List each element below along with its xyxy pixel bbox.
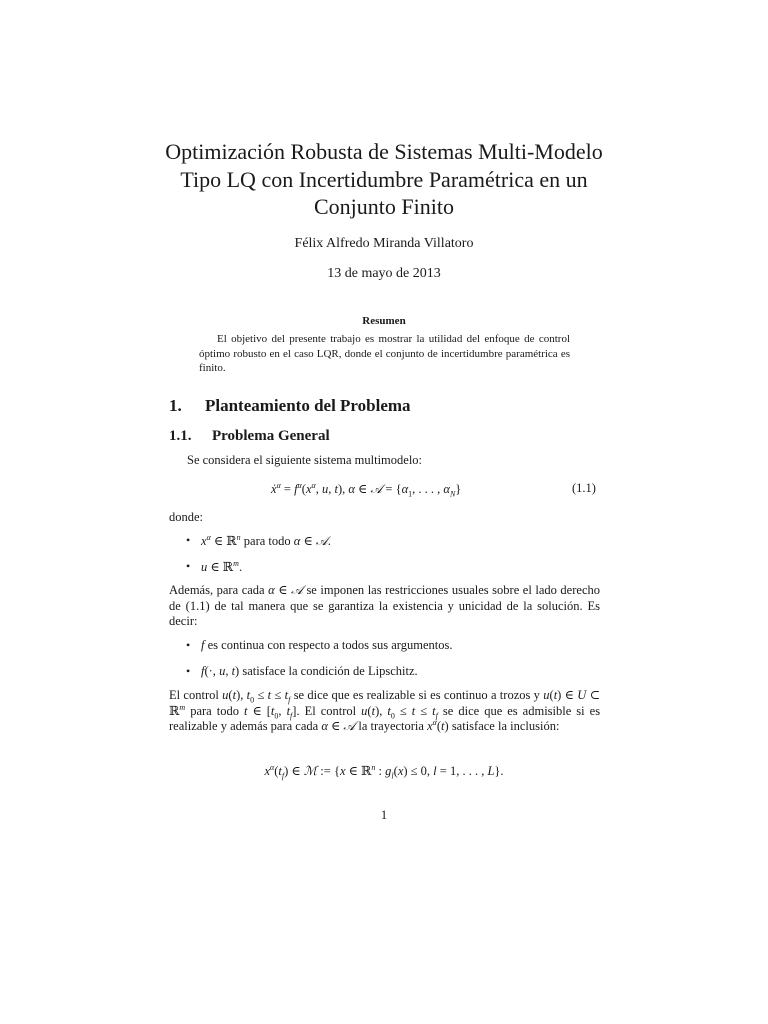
bullet-icon: •	[186, 559, 191, 573]
ademas-text-1: Además, para cada	[169, 583, 265, 597]
section-title: Planteamiento del Problema	[205, 396, 411, 415]
equation-terminal-set: $x^\alpha(t_f)$ ∈ ℳ := {x ∈ ℝ$^n$ : $g_l(x) \le 0$, l = 1, . . . , L}.	[264, 762, 504, 781]
date: 13 de mayo de 2013	[327, 266, 441, 281]
bullet-icon: •	[186, 533, 191, 547]
control-text-5: se dice que es admisible si es realizable y además para cada	[169, 703, 601, 733]
title-line-3: Conjunto Finito	[314, 194, 454, 219]
equation-number: (1.1)	[572, 481, 596, 495]
abstract-heading: Resumen	[362, 315, 406, 327]
bullet-icon: •	[186, 664, 191, 678]
section-number: 1.	[169, 396, 182, 415]
bullet-3-text: es continua con respecto a todos sus argumentos.	[207, 638, 453, 652]
author: Félix Alfredo Miranda Villatoro	[294, 236, 474, 251]
control-text-6: la trayectoria	[358, 719, 424, 733]
equation-1-1: ẋ$^\alpha$ = $f^\alpha(x^\alpha$, u, t), α ∈ 𝒜 = {$\alpha_1$, . . . , $\alpha_N$}	[271, 480, 462, 499]
ademas-paragraph: Además, para cada α ∈ 𝒜 se imponen las restricciones usuales sobre el lado derecho de (1.1) de tal manera que se garantiza la existencia y unicidad de la solución. Es decir:	[169, 583, 600, 628]
title-line-2: Tipo LQ con Incertidumbre Paramétrica en un	[180, 166, 588, 192]
control-paragraph: El control u(t), $t_0 \le t \le t_f$ se dice que es realizable si es continuo a trozos y u(t) ∈ U ⊂ ℝ$^m$ para todo t ∈ [$t_0$, $t_f$]. El control u(t), $t_0 \le t \le t_f$ se dice que es admisible si es realizable y además para cada α ∈ 𝒜 la trayectoria $x^\alpha(t)$ satisface la inclusión:	[169, 688, 601, 733]
abstract-text: El objetivo del presente trabajo es mostrar la utilidad del enfoque de control óptimo robusto en el caso LQR, donde el conjunto de incertidumbre paramétrica es finito.	[199, 333, 570, 374]
bullet-icon: •	[186, 638, 191, 652]
subsection-heading	[169, 428, 330, 445]
page-number: 1	[380, 808, 388, 822]
donde-text: donde:	[169, 510, 204, 524]
bullet-4-text: satisface la condición de Lipschitz.	[242, 664, 418, 678]
control-text-1: El control	[169, 688, 219, 702]
subsection-title: Problema General	[212, 428, 330, 444]
ademas-text-2: se imponen las restricciones usuales sobre el lado derecho de (1.1) de tal manera que se garantiza la existencia y unicidad de la solución. Es decir:	[169, 583, 600, 628]
section-heading	[169, 396, 411, 416]
control-text-2: se dice que es realizable si es continuo a trozos y	[293, 688, 540, 702]
control-text-4: . El control	[296, 703, 357, 718]
abstract-body	[199, 332, 570, 376]
paper-title	[0, 138, 768, 221]
bullet-1-text: para todo	[243, 534, 291, 548]
intro-paragraph	[169, 453, 600, 469]
control-text-3: para todo	[190, 703, 239, 718]
intro-text: Se considera el siguiente sistema multimodelo:	[187, 453, 423, 467]
title-line-1: Optimización Robusta de Sistemas Multi-Modelo	[165, 139, 603, 164]
subsection-number: 1.1.	[169, 428, 192, 444]
control-text-7: satisface la inclusión:	[451, 719, 560, 733]
